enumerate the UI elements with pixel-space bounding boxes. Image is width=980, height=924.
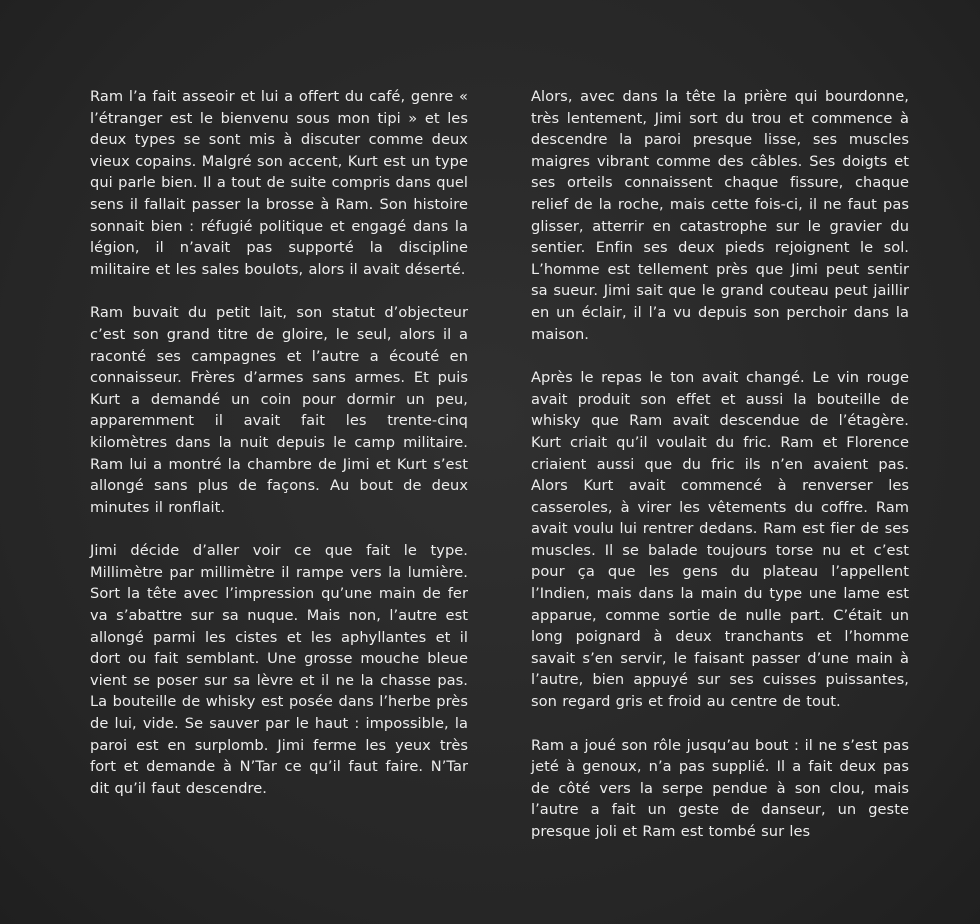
paragraph: Après le repas le ton avait changé. Le vin rouge avait produit son effet et aussi la bouteille de whisky que Ram avait descendue de l’étagère. Kurt criait qu’il voulait du fric. Ram et Florence criaient aussi que du fric ils n’en avaient pas. Alors Kurt avait commencé à renverser les casseroles, à virer les vêtements du coffre. Ram avait voulu lui rentrer dedans. Ram est fier de ses muscles. Il se balade toujours torse nu et c’est pour ça que les gens du plateau l’appellent l’Indien, mais dans la main du type une lame est apparue, comme sortie de nulle part. C’était un long poignard à deux tranchants et l’homme savait s’en servir, le faisant passer d’une main à l’autre, bien appuyé sur ses cuisses puissantes, son regard gris et froid au centre de tout. — [531, 369, 909, 711]
right-text-column — [531, 86, 909, 865]
paragraph: Jimi décide d’aller voir ce que fait le type. Millimètre par millimètre il rampe vers la lumière. Sort la tête avec l’impression qu’une main de fer va s’abattre sur sa nuque. Mais non, l’autre est allongé parmi les cistes et les aphyllantes et il dort ou fait semblant. Une grosse mouche bleue vient se poser sur sa lèvre et il ne la chasse pas. La bouteille de whisky est posée dans l’herbe près de lui, vide. Se sauver par le haut : impossible, la paroi est en surplomb. Jimi ferme les yeux très fort et demande à N’Tar ce qu’il faut faire. N’Tar dit qu’il faut descendre. — [90, 542, 468, 797]
paragraph: Alors, avec dans la tête la prière qui bourdonne, très lentement, Jimi sort du trou et commence à descendre la paroi presque lisse, ses muscles maigres vibrant comme des câbles. Ses doigts et ses orteils connaissent chaque fissure, chaque relief de la roche, mais cette fois-ci, il ne faut pas glisser, atterrir en catastrophe sur le gravier du sentier. Enfin ses deux pieds rejoignent le sol. L’homme est tellement près que Jimi peut sentir sa sueur. Jimi sait que le grand couteau peut jaillir en un éclair, il l’a vu depuis son perchoir dans la maison. — [531, 88, 909, 343]
paragraph: Ram a joué son rôle jusqu’au bout : il ne s’est pas jeté à genoux, n’a pas supplié. Il a fait deux pas de côté vers la serpe pendue à son clou, mais l’autre a fait un geste de danseur, un geste presque joli et Ram est tombé sur les — [531, 736, 909, 840]
paragraph: Ram l’a fait asseoir et lui a offert du café, genre « l’étranger est le bienvenu sous mon tipi » et les deux types se sont mis à discuter comme deux vieux copains. Malgré son accent, Kurt est un type qui parle bien. Il a tout de suite compris dans quel sens il fallait passer la brosse à Ram. Son histoire sonnait bien : réfugié politique et engagé dans la légion, il n’avait pas supporté la discipline militaire et les sales boulots, alors il avait déserté. — [90, 88, 468, 278]
left-text-column — [90, 86, 468, 821]
paragraph: Ram buvait du petit lait, son statut d’objecteur c’est son grand titre de gloire, le seul, alors il a raconté ses campagnes et l’autre a écouté en connaisseur. Frères d’armes sans armes. Et puis Kurt a demandé un coin pour dormir un peu, apparemment il avait fait les trente-cinq kilomètres dans la nuit depuis le camp militaire. Ram lui a montré la chambre de Jimi et Kurt s’est allongé sans plus de façons. Au bout de deux minutes il ronflait. — [90, 304, 468, 516]
